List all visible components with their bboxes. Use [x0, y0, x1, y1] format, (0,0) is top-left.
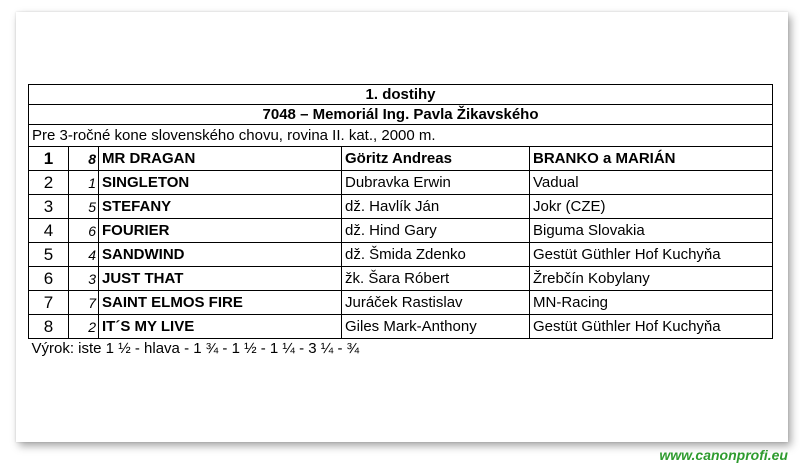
horse-name: SINGLETON: [99, 171, 342, 195]
jockey: dž. Havlík Ján: [342, 195, 530, 219]
verdict-row: [29, 339, 773, 359]
start-number: 8: [69, 147, 99, 171]
verdict: Výrok: iste 1 ½ - hlava - 1 ¾ - 1 ½ - 1 ¼ - 3 ¼ - ¾: [29, 339, 773, 359]
jockey: dž. Hind Gary: [342, 219, 530, 243]
horse-name: SAINT ELMOS FIRE: [99, 291, 342, 315]
owner: MN-Racing: [530, 291, 773, 315]
start-number: 2: [69, 315, 99, 339]
horse-name: IT´S MY LIVE: [99, 315, 342, 339]
table-row: [29, 291, 773, 315]
owner: Gestüt Güthler Hof Kuchyňa: [530, 315, 773, 339]
start-number: 6: [69, 219, 99, 243]
table-row: [29, 243, 773, 267]
start-number: 3: [69, 267, 99, 291]
position: 8: [29, 315, 69, 339]
position: 7: [29, 291, 69, 315]
jockey: žk. Šara Róbert: [342, 267, 530, 291]
horse-name: MR DRAGAN: [99, 147, 342, 171]
jockey: dž. Šmida Zdenko: [342, 243, 530, 267]
position: 3: [29, 195, 69, 219]
jockey: Juráček Rastislav: [342, 291, 530, 315]
position: 4: [29, 219, 69, 243]
race-title: 7048 – Memoriál Ing. Pavla Žikavského: [29, 105, 773, 125]
start-number: 1: [69, 171, 99, 195]
owner: BRANKO a MARIÁN: [530, 147, 773, 171]
start-number: 4: [69, 243, 99, 267]
race-heading: 1. dostihy: [29, 85, 773, 105]
table-row: [29, 147, 773, 171]
table-row: [29, 195, 773, 219]
jockey: Göritz Andreas: [342, 147, 530, 171]
horse-name: STEFANY: [99, 195, 342, 219]
owner: Vadual: [530, 171, 773, 195]
table-row: [29, 267, 773, 291]
table-row: [29, 171, 773, 195]
horse-name: FOURIER: [99, 219, 342, 243]
table-row: [29, 315, 773, 339]
horse-name: JUST THAT: [99, 267, 342, 291]
horse-name: SANDWIND: [99, 243, 342, 267]
start-number: 5: [69, 195, 99, 219]
position: 1: [29, 147, 69, 171]
document-card: [16, 12, 788, 442]
table-row: [29, 219, 773, 243]
position: 2: [29, 171, 69, 195]
watermark: www.canonprofi.eu: [659, 447, 788, 463]
race-heading-row: [29, 85, 773, 105]
race-conditions-row: [29, 125, 773, 147]
race-conditions: Pre 3-ročné kone slovenského chovu, rovina II. kat., 2000 m.: [29, 125, 773, 147]
position: 5: [29, 243, 69, 267]
owner: Jokr (CZE): [530, 195, 773, 219]
owner: Gestüt Güthler Hof Kuchyňa: [530, 243, 773, 267]
jockey: Giles Mark-Anthony: [342, 315, 530, 339]
position: 6: [29, 267, 69, 291]
start-number: 7: [69, 291, 99, 315]
owner: Biguma Slovakia: [530, 219, 773, 243]
race-title-row: [29, 105, 773, 125]
race-results-table: [28, 84, 773, 358]
jockey: Dubravka Erwin: [342, 171, 530, 195]
owner: Žrebčín Kobylany: [530, 267, 773, 291]
